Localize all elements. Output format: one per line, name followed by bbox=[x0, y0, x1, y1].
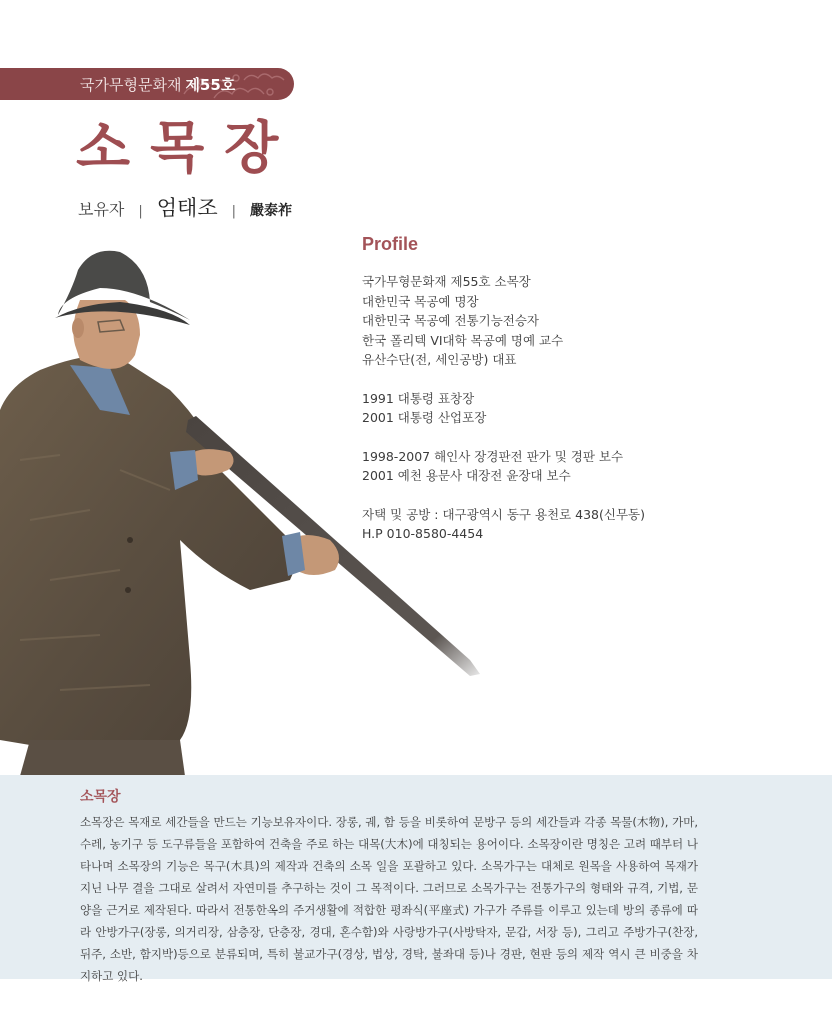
profile-line: 1991 대통령 표창장 bbox=[362, 390, 475, 406]
profile-heading: Profile bbox=[362, 234, 419, 254]
profile-list bbox=[362, 272, 645, 544]
profile-line: 한국 폴리텍 VI대학 목공예 명예 교수 bbox=[362, 332, 564, 348]
profile-line: 2001 예천 용문사 대장전 윤장대 보수 bbox=[362, 468, 571, 483]
profile-gap bbox=[362, 428, 645, 447]
holder-name: 엄태조 bbox=[156, 196, 218, 220]
description-body: 소목장은 목재로 세간들을 만드는 기능보유자이다. 장롱, 궤, 함 등을 비롯하여 문방구 등의 세간들과 각종 목물(木物), 가마, 수레, 농기구 등 도구류들을 포함하여 건축을 주로 하는 대목(大木)에 대칭되는 용어이다. 소목장이란 명칭은 고려 때부터 나타나며 소목장의 기능은 목구(木具)의 제작과 건축의 소목 일을 포괄하고 있다. 소목가구는 대체로 원목을 사용하여 목재가 지닌 나무 결을 그대로 살려서 자연미를 추구하는 것이 그 목적이다. 그러므로 소목가구는 전통가구의 형태와 규격, 기법, 문양을 근거로 제작된다. 따라서 전통한옥의 주거생활에 적합한 평좌식(平座式) 가구가 주류를 이루고 있는데 방의 종류에 따라 안방가구(장롱, 의거리장, 삼층장, 단층장, 경대, 혼수함)와 사랑방가구(사방탁자, 문갑, 서장 등), 그리고 주방가구(찬장, 뒤주, 소반, 함지박)등으로 분류되며, 특히 불교가구(경상, 법상, 경탁, 불좌대 등)나 경판, 현판 등의 제작 역시 큰 비중을 차지하고 있다. bbox=[80, 815, 698, 983]
profile-line: 국가무형문화재 제55호 소목장 bbox=[362, 274, 531, 289]
profile-line: 대한민국 목공예 전통기능전승자 bbox=[362, 313, 539, 328]
holder-line bbox=[78, 192, 292, 222]
holder-separator-2: | bbox=[231, 204, 237, 219]
holder-hanja: 嚴泰祚 bbox=[250, 203, 293, 219]
banner-label bbox=[80, 74, 235, 95]
heritage-banner bbox=[0, 68, 294, 100]
profile-gap bbox=[362, 486, 645, 505]
profile-line: 대한민국 목공예 명장 bbox=[362, 293, 479, 309]
banner-category: 국가무형문화재 bbox=[80, 76, 182, 94]
profile-line: 유산수단(전, 세인공방) 대표 bbox=[362, 352, 517, 367]
banner-number: 제55호 bbox=[185, 76, 236, 94]
description-heading: 소목장 bbox=[80, 789, 121, 805]
profile-line: 자택 및 공방 : 대구광역시 동구 용천로 438(신무동) bbox=[362, 506, 645, 522]
holder-separator: | bbox=[138, 204, 143, 219]
profile-line: H.P 010-8580-4454 bbox=[362, 526, 484, 541]
profile-line: 2001 대통령 산업포장 bbox=[362, 410, 487, 425]
description-box bbox=[0, 775, 832, 983]
profile-line: 1998-2007 해인사 장경판전 판가 및 경판 보수 bbox=[362, 448, 624, 464]
profile-gap bbox=[362, 370, 645, 389]
holder-label: 보유자 bbox=[78, 200, 125, 219]
page-title: 소목장 bbox=[76, 116, 299, 181]
